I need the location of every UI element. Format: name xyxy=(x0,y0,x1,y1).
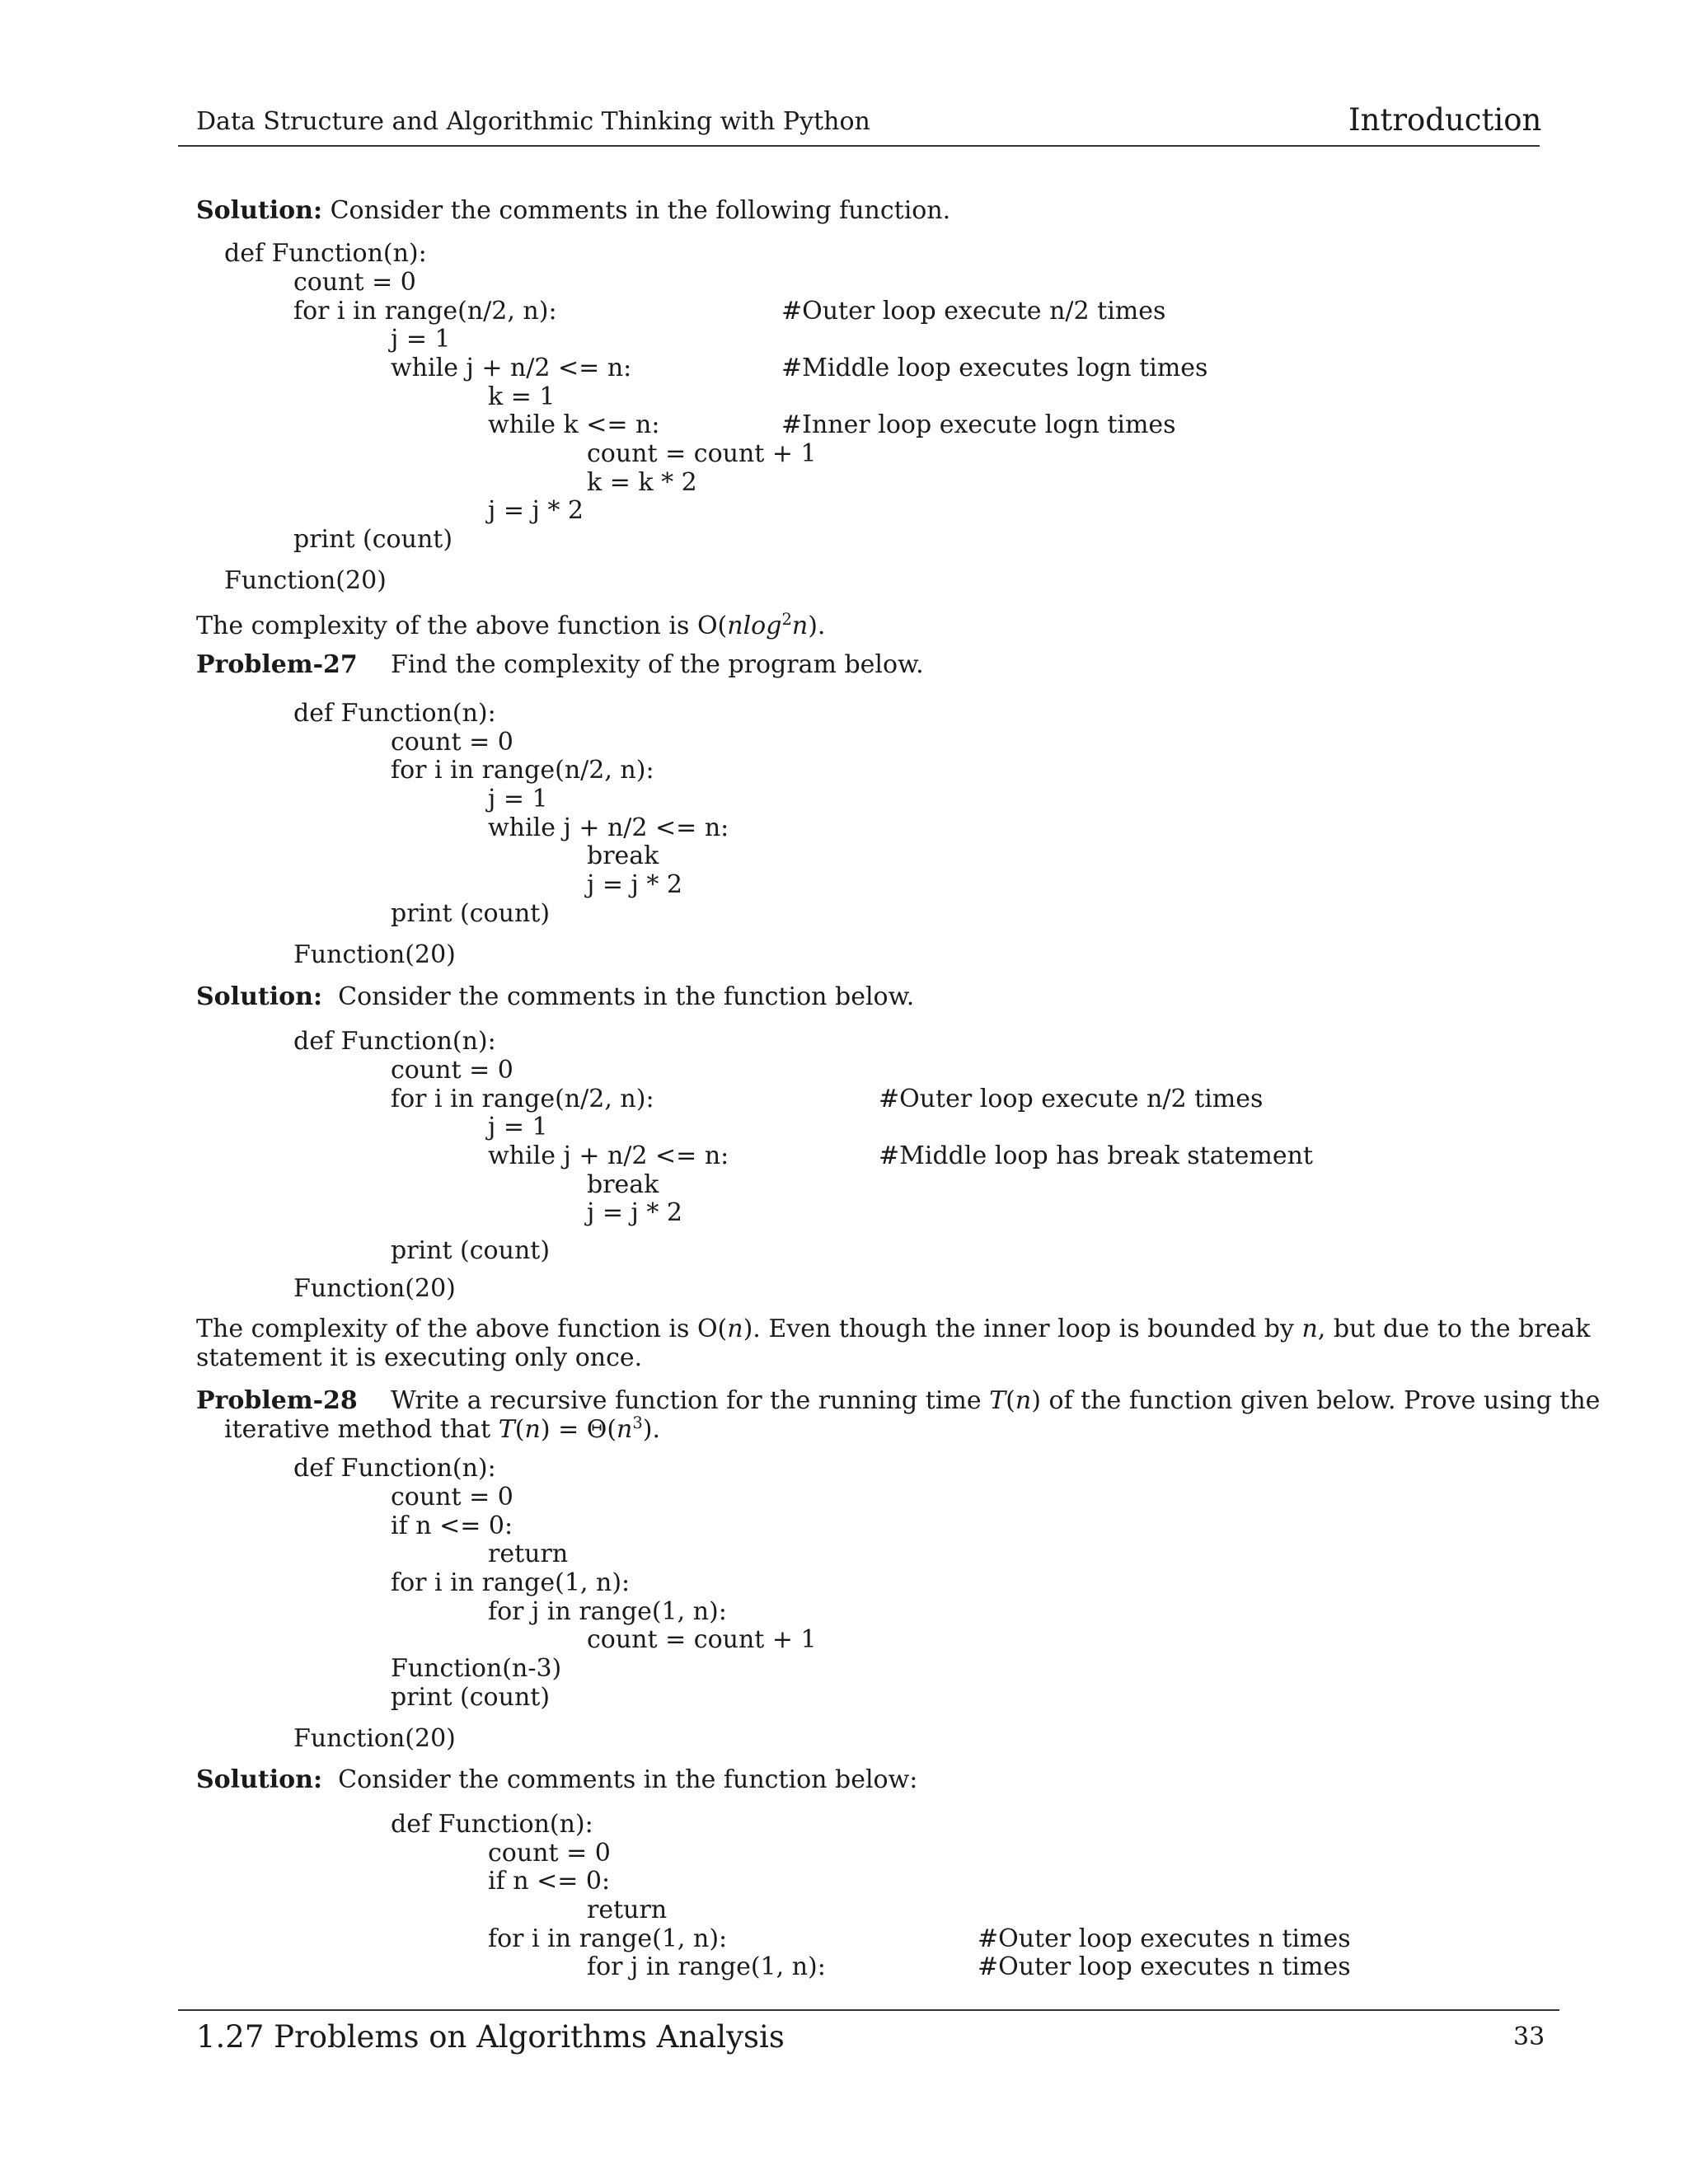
footer-rule xyxy=(178,2009,1559,2011)
book-title: Data Structure and Algorithmic Thinking with Python xyxy=(196,107,870,136)
code-line: for i in range(n/2, n): xyxy=(391,1085,654,1113)
code-line: j = 1 xyxy=(391,325,451,354)
code-line: def Function(n): xyxy=(391,1810,593,1839)
solution-26-heading xyxy=(196,196,950,226)
solution-label: Solution: xyxy=(196,196,323,225)
solution-label: Solution: xyxy=(196,982,323,1011)
code-line: Function(20) xyxy=(293,1724,456,1753)
solution-label: Solution: xyxy=(196,1765,323,1794)
code-line: for i in range(n/2, n): xyxy=(391,756,654,785)
code-line: print (count) xyxy=(293,525,453,554)
code-comment: #Outer loop executes n times xyxy=(978,1952,1351,1981)
problem-28-line xyxy=(224,1415,660,1445)
code-line: Function(20) xyxy=(293,940,456,969)
code-line: count = count + 1 xyxy=(587,439,817,468)
code-line: count = 0 xyxy=(488,1839,611,1868)
code-line: for j in range(1, n): xyxy=(488,1597,727,1626)
problem-math: n xyxy=(617,1415,633,1444)
problem-28-line xyxy=(391,1386,1600,1416)
code-line: def Function(n): xyxy=(293,1454,496,1483)
code-line: j = j * 2 xyxy=(587,1198,682,1227)
code-line: count = 0 xyxy=(293,268,416,297)
problem-text: ( xyxy=(514,1415,525,1444)
code-line: return xyxy=(488,1540,569,1568)
footer-section-title: 1.27 Problems on Algorithms Analysis xyxy=(196,2019,785,2055)
problem-math: T xyxy=(498,1415,515,1444)
complexity-suffix: ). xyxy=(808,612,826,640)
code-line: j = j * 2 xyxy=(488,496,584,525)
para-text: , but due to the break xyxy=(1317,1315,1591,1343)
problem-math: n xyxy=(1015,1386,1032,1415)
code-line: for i in range(1, n): xyxy=(391,1568,631,1597)
problem-27-label: Problem-27 xyxy=(196,650,358,679)
problem-math: n xyxy=(524,1415,541,1444)
problem-text: ) = Θ( xyxy=(540,1415,617,1444)
problem-text: ( xyxy=(1006,1386,1015,1415)
code-line: Function(n-3) xyxy=(391,1654,562,1683)
code-line: def Function(n): xyxy=(293,1027,496,1056)
para-text: ). Even though the inner loop is bounded by xyxy=(743,1315,1302,1343)
code-comment: #Outer loop execute n/2 times xyxy=(879,1085,1264,1113)
chapter-title: Introduction xyxy=(1348,102,1542,138)
solution-27-heading xyxy=(196,982,914,1012)
complexity-statement xyxy=(196,612,825,641)
complexity-math: nlog xyxy=(727,612,782,640)
code-line: if n <= 0: xyxy=(488,1867,611,1896)
problem-27-text: Find the complexity of the program below. xyxy=(391,650,924,679)
code-line: return xyxy=(587,1896,668,1924)
problem-exponent: 3 xyxy=(632,1413,643,1432)
code-line: while j + n/2 <= n: xyxy=(391,354,632,382)
problem-text: Write a recursive function for the running time xyxy=(391,1386,990,1415)
problem-math: T xyxy=(989,1386,1006,1415)
code-line: count = count + 1 xyxy=(587,1625,817,1654)
solution-text: Consider the comments in the following function. xyxy=(322,196,951,225)
para-math: n xyxy=(1301,1315,1318,1343)
solution-28-heading xyxy=(196,1765,917,1795)
code-comment: #Outer loop execute n/2 times xyxy=(781,297,1166,326)
para-math: n xyxy=(727,1315,743,1343)
code-line: count = 0 xyxy=(391,1483,513,1511)
problem-text: iterative method that xyxy=(224,1415,499,1444)
code-line: print (count) xyxy=(391,1236,551,1265)
complexity-paragraph-line: statement it is executing only once. xyxy=(196,1343,643,1372)
solution-text: Consider the comments in the function below. xyxy=(322,982,915,1011)
code-line: while k <= n: xyxy=(488,410,660,439)
code-line: print (count) xyxy=(391,899,551,928)
page-number: 33 xyxy=(1513,2022,1545,2051)
code-line: for j in range(1, n): xyxy=(587,1952,826,1981)
code-comment: #Inner loop execute logn times xyxy=(781,410,1176,439)
code-line: k = k * 2 xyxy=(587,468,697,497)
code-line: j = 1 xyxy=(488,785,548,813)
code-comment: #Outer loop executes n times xyxy=(978,1924,1351,1953)
complexity-prefix: The complexity of the above function is O( xyxy=(196,612,728,640)
complexity-math: n xyxy=(791,612,809,640)
header-rule xyxy=(178,145,1540,147)
code-line: def Function(n): xyxy=(293,699,496,728)
code-line: Function(20) xyxy=(224,566,387,595)
code-line: print (count) xyxy=(391,1683,551,1712)
code-line: for i in range(n/2, n): xyxy=(293,297,557,326)
code-line: for i in range(1, n): xyxy=(488,1924,728,1953)
complexity-exponent: 2 xyxy=(781,610,792,629)
complexity-paragraph-line xyxy=(196,1315,1590,1344)
code-comment: #Middle loop executes logn times xyxy=(781,354,1208,382)
code-line: break xyxy=(587,1170,659,1199)
code-line: k = 1 xyxy=(488,382,556,411)
code-line: j = 1 xyxy=(488,1113,548,1141)
code-line: count = 0 xyxy=(391,728,513,757)
code-line: j = j * 2 xyxy=(587,870,682,899)
para-text: The complexity of the above function is O( xyxy=(196,1315,728,1343)
code-line: break xyxy=(587,841,659,870)
code-line: while j + n/2 <= n: xyxy=(488,813,729,842)
code-comment: #Middle loop has break statement xyxy=(879,1141,1313,1170)
problem-text: ) of the function given below. Prove using the xyxy=(1031,1386,1601,1415)
code-line: count = 0 xyxy=(391,1056,513,1085)
code-line: while j + n/2 <= n: xyxy=(488,1141,729,1170)
problem-text: ). xyxy=(642,1415,661,1444)
code-line: def Function(n): xyxy=(224,239,427,268)
problem-28-label: Problem-28 xyxy=(196,1386,358,1415)
code-line: if n <= 0: xyxy=(391,1511,513,1540)
code-line: Function(20) xyxy=(293,1274,456,1303)
solution-text: Consider the comments in the function below: xyxy=(322,1765,918,1794)
